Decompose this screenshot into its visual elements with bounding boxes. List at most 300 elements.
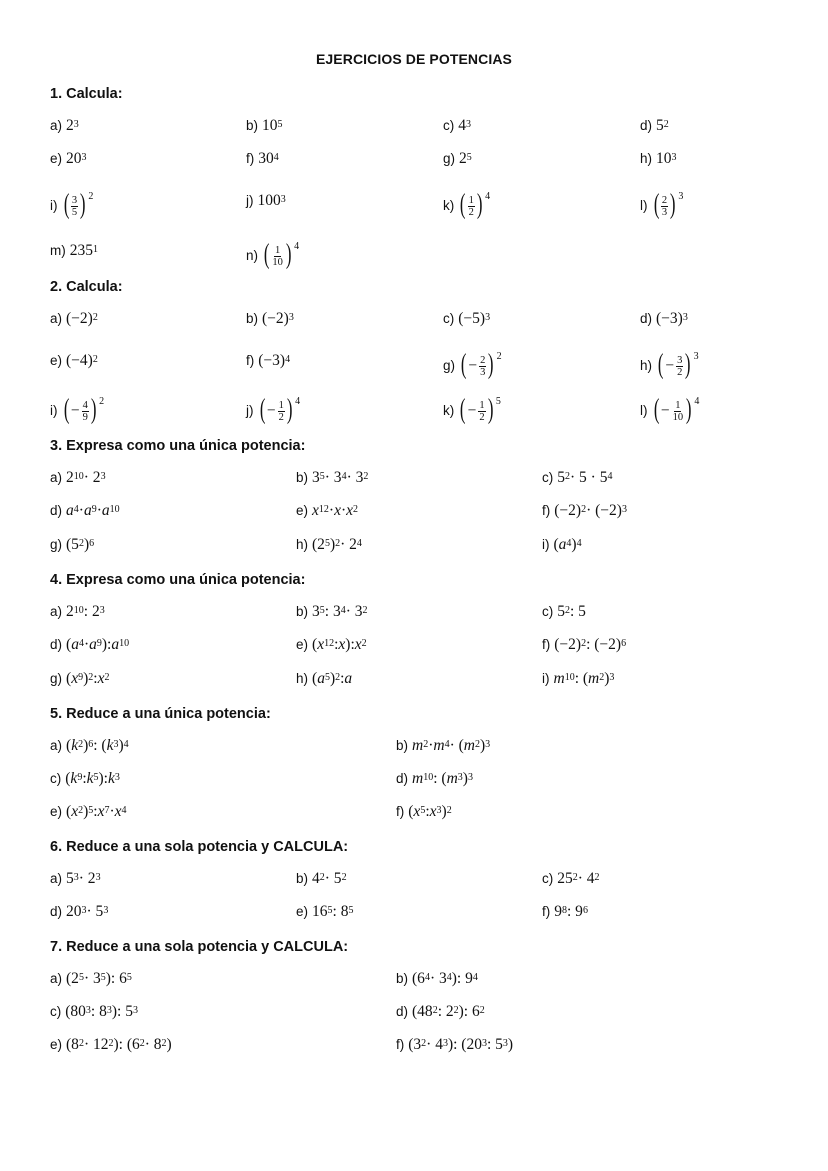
- math-expression: 2 $^{10}$ · 2 $^3$: [66, 469, 106, 486]
- exercise-item: [640, 310, 688, 328]
- minus-sign: −: [665, 357, 675, 374]
- expr-text: : 2: [83, 603, 100, 620]
- exercise-label: g): [443, 151, 456, 166]
- math-expression: (2 $^5$ · 3 $^5$ ): 6 $^5$: [66, 970, 132, 987]
- expr-variable: k: [106, 737, 114, 754]
- math-expression: (−2) $^2$ : (−2) $^6$: [554, 636, 627, 653]
- math-expression: (−3) $^4$: [258, 352, 291, 369]
- denominator: 9: [82, 411, 88, 423]
- exercise-item: [443, 117, 471, 135]
- math-expression: 10 $^5$: [262, 117, 283, 134]
- left-paren: (: [63, 394, 69, 425]
- exercise-item: [542, 502, 627, 520]
- expr-variable: x: [334, 502, 341, 519]
- math-expression: 9 $^8$ : 9 $^6$: [554, 903, 588, 920]
- expr-text: : 9: [567, 903, 583, 920]
- expr-text: 10: [656, 150, 672, 167]
- exercise-label: a): [50, 871, 63, 886]
- math-expression: ( a $^4$ · a $^9$ ): a $^{10}$: [66, 636, 130, 653]
- expr-text: : (−2): [586, 636, 622, 653]
- expr-text: :: [82, 770, 87, 787]
- expr-text: (: [408, 803, 414, 820]
- math-expression: [62, 189, 94, 220]
- exponent: 4: [294, 241, 300, 252]
- exercise-label: f): [542, 904, 551, 919]
- math-expression: ( x $^{12}$ : x ): x $^2$: [312, 636, 367, 653]
- math-expression: 4 $^2$ · 5 $^2$: [312, 870, 347, 887]
- section-heading: 1. Calcula:: [50, 86, 123, 102]
- exercise-label: a): [50, 738, 63, 753]
- exercise-label: b): [246, 311, 259, 326]
- left-paren: (: [263, 239, 270, 270]
- denominator: 2: [479, 411, 485, 423]
- expr-text: 9: [554, 903, 562, 920]
- expr-text: (−4): [66, 352, 93, 369]
- exercise-item: [396, 1036, 513, 1054]
- math-expression: 2 $^3$: [66, 117, 79, 134]
- exercise-label: i): [50, 403, 58, 418]
- exponent: 3: [693, 351, 699, 362]
- exercise-label: b): [296, 871, 309, 886]
- exercise-item: [542, 469, 612, 487]
- expr-text: ): (20: [447, 1036, 482, 1053]
- exercise-label: d): [640, 118, 653, 133]
- expr-text: (6: [412, 970, 425, 987]
- expr-text: (80: [65, 1003, 86, 1020]
- expr-variable: m: [553, 670, 565, 687]
- math-expression: 20 $^3$ · 5 $^3$: [66, 903, 109, 920]
- exercise-label: c): [443, 118, 455, 133]
- section-heading: 2. Calcula:: [50, 279, 123, 295]
- math-expression: 100 $^3$: [257, 192, 286, 209]
- expr-variable: a: [83, 502, 92, 519]
- math-expression: [258, 394, 301, 425]
- expr-variable: x: [114, 803, 122, 820]
- expr-text: 4: [312, 870, 320, 887]
- numerator: 3: [71, 194, 78, 206]
- exercise-label: a): [50, 470, 63, 485]
- expr-text: (: [66, 636, 72, 653]
- exercise-label: d): [640, 311, 653, 326]
- exercise-item: [246, 239, 300, 270]
- exercise-label: m): [50, 243, 66, 258]
- exercise-label: b): [396, 971, 409, 986]
- exercise-item: [50, 770, 120, 788]
- expr-text: ): (6: [113, 1036, 140, 1053]
- exercise-item: [50, 352, 98, 370]
- expr-text: (3: [408, 1036, 422, 1053]
- expr-variable: m: [433, 737, 445, 754]
- exercise-label: d): [396, 1004, 409, 1019]
- expr-variable: a: [66, 502, 74, 519]
- expr-text: (−5): [458, 310, 486, 327]
- exercise-label: k): [443, 198, 455, 213]
- expr-text: · 3: [324, 469, 342, 486]
- section-heading: 4. Expresa como una única potencia:: [50, 572, 306, 588]
- expr-text: : (: [93, 737, 107, 754]
- exercise-item: [443, 349, 502, 380]
- expr-text: : 3: [324, 603, 341, 620]
- expr-text: (−3): [656, 310, 683, 327]
- expr-text: (: [553, 536, 559, 553]
- expr-variable: a: [344, 670, 353, 687]
- math-expression: [459, 349, 502, 380]
- fraction: [479, 355, 486, 378]
- expr-text: ): 5: [111, 1003, 133, 1020]
- math-expression: a $^4$ · a $^9$ · a $^{10}$: [66, 502, 120, 519]
- exercise-label: c): [542, 470, 554, 485]
- expr-text: ·: [109, 803, 115, 820]
- expr-text: (−2): [554, 502, 582, 519]
- denominator: 3: [661, 206, 668, 218]
- denominator: 2: [468, 206, 474, 218]
- exercise-item: [296, 636, 367, 654]
- expr-variable: x: [97, 670, 105, 687]
- math-expression: x $^{12}$ · x · x $^2$: [312, 502, 359, 519]
- expr-text: ): [329, 670, 336, 687]
- expr-text: 10: [262, 117, 278, 134]
- exercise-item: [296, 603, 368, 621]
- math-expression: ( a $^5$ ) $^2$ : a: [312, 670, 353, 687]
- section-heading: 6. Reduce a una sola potencia y CALCULA:: [50, 839, 349, 855]
- exercise-item: [542, 536, 582, 554]
- expr-text: 5: [557, 469, 565, 486]
- exercise-label: d): [50, 904, 63, 919]
- expr-text: ): [571, 536, 577, 553]
- expr-text: : 8: [332, 903, 349, 920]
- expr-variable: x: [413, 803, 421, 820]
- expr-text: 235: [69, 242, 93, 259]
- exercise-label: a): [50, 604, 63, 619]
- expr-text: 2: [66, 603, 74, 620]
- exercise-item: [443, 189, 491, 220]
- exercise-item: [50, 1003, 138, 1021]
- exercise-item: [50, 603, 105, 621]
- expr-text: :: [93, 670, 98, 687]
- expr-variable: a: [101, 502, 110, 519]
- exercise-item: [50, 310, 98, 328]
- left-paren: (: [657, 349, 664, 380]
- math-expression: ( k $^2$ ) $^6$ : ( k $^3$ ) $^4$: [66, 737, 129, 754]
- exercise-item: [50, 117, 79, 135]
- expr-text: 5: [656, 117, 664, 134]
- math-expression: [262, 239, 300, 270]
- math-expression: [62, 394, 105, 425]
- expr-text: 3: [312, 603, 320, 620]
- left-paren: (: [460, 394, 466, 425]
- exercise-label: f): [542, 637, 551, 652]
- fraction: [478, 400, 485, 423]
- exercise-item: [396, 737, 490, 755]
- expr-text: ·: [83, 636, 90, 653]
- exercise-item: [296, 903, 353, 921]
- numerator: 1: [468, 194, 474, 206]
- expr-text: ): [83, 670, 89, 687]
- exercise-item: [246, 352, 290, 370]
- expr-text: · 5 · 5: [570, 469, 608, 486]
- expr-text: ): [507, 1036, 514, 1053]
- expr-text: · 5: [324, 870, 342, 887]
- exercise-item: [50, 469, 106, 487]
- exercise-label: c): [443, 311, 455, 326]
- expr-text: ·: [78, 502, 84, 519]
- exercise-label: d): [50, 637, 63, 652]
- math-expression: 30 $^4$: [258, 150, 279, 167]
- math-expression: (48 $^2$ : 2 $^2$ ): 6 $^2$: [412, 1003, 485, 1020]
- math-expression: ( a $^4$ ) $^4$: [553, 536, 582, 553]
- exercise-item: [443, 310, 490, 328]
- left-paren: (: [460, 189, 466, 220]
- fraction: [271, 245, 284, 268]
- right-paren: ): [669, 189, 676, 220]
- expr-text: ): [118, 737, 124, 754]
- expr-text: : 2: [437, 1003, 454, 1020]
- expr-text: 2: [66, 469, 74, 486]
- exercise-item: [246, 394, 301, 425]
- fraction: [676, 355, 683, 378]
- expr-text: · 2: [340, 536, 357, 553]
- math-expression: 5 $^3$ · 2 $^3$: [66, 870, 101, 887]
- exercise-label: c): [542, 871, 554, 886]
- expr-text: ): [462, 770, 468, 787]
- fraction: [468, 195, 475, 218]
- expr-variable: k: [70, 770, 78, 787]
- math-expression: [656, 349, 699, 380]
- exercise-item: [50, 903, 108, 921]
- exercise-label: a): [50, 118, 63, 133]
- expr-text: · 3: [345, 603, 363, 620]
- expr-text: · 2: [78, 870, 96, 887]
- expr-text: ): [329, 536, 336, 553]
- expr-text: 30: [258, 150, 274, 167]
- math-expression: (−2) $^2$ · (−2) $^3$: [554, 502, 627, 519]
- right-paren: ): [685, 349, 691, 380]
- math-expression: (8 $^2$ · 12 $^2$ ): (6 $^2$ · 8 $^2$ ): [66, 1036, 172, 1053]
- fraction: [82, 400, 89, 423]
- expr-text: · 3: [429, 970, 447, 987]
- fraction: [278, 400, 285, 423]
- exercise-label: l): [640, 198, 648, 213]
- expr-text: (48: [412, 1003, 433, 1020]
- math-expression: (−2) $^2$: [66, 310, 98, 327]
- exercise-label: h): [296, 537, 309, 552]
- exercise-label: g): [443, 358, 456, 373]
- exponent: 3: [678, 191, 684, 202]
- exponent: 5: [495, 396, 501, 407]
- expr-text: 20: [66, 150, 82, 167]
- fraction: [672, 400, 685, 423]
- math-expression: ( x $^5$ : x $^3$ ) $^2$: [408, 803, 452, 820]
- minus-sign: −: [70, 402, 80, 419]
- exercise-label: e): [50, 804, 63, 819]
- exercise-label: c): [50, 771, 62, 786]
- fraction-power: [62, 189, 94, 220]
- expr-text: (−2): [554, 636, 582, 653]
- expr-text: ·: [96, 502, 102, 519]
- exercise-label: e): [296, 637, 309, 652]
- expr-variable: m: [446, 770, 458, 787]
- math-expression: 3 $^5$ : 3 $^4$ · 3 $^2$: [312, 603, 368, 620]
- left-paren: (: [653, 189, 659, 220]
- expr-text: ·: [340, 502, 347, 519]
- expr-variable: a: [89, 636, 97, 653]
- exercise-item: [246, 192, 286, 210]
- math-expression: 5 $^2$: [656, 117, 669, 134]
- exercise-item: [50, 670, 109, 688]
- math-expression: 20 $^3$: [66, 150, 87, 167]
- exercise-label: c): [50, 1004, 62, 1019]
- exercise-label: i): [542, 671, 550, 686]
- exercise-label: f): [396, 804, 405, 819]
- expr-text: ): 9: [451, 970, 473, 987]
- numerator: 3: [677, 354, 683, 366]
- right-paren: ): [79, 189, 86, 220]
- math-expression: 5 $^2$ : 5: [557, 603, 586, 620]
- exercise-item: [542, 603, 586, 621]
- math-expression: (80 $^3$ : 8 $^3$ ): 5 $^3$: [65, 1003, 138, 1020]
- exponent: 4: [694, 396, 700, 407]
- expr-variable: x: [312, 502, 319, 519]
- expr-text: · 5: [86, 903, 104, 920]
- fraction-power: [459, 349, 502, 380]
- math-expression: 4 $^3$: [458, 117, 471, 134]
- exercise-label: d): [50, 503, 63, 518]
- expr-variable: x: [346, 502, 354, 519]
- expr-text: ):: [345, 636, 355, 653]
- expr-text: ): [166, 1036, 172, 1053]
- math-expression: ( k $^9$ : k $^5$ ): k $^3$: [65, 770, 120, 787]
- exercise-item: [50, 970, 132, 988]
- exercise-label: g): [50, 537, 63, 552]
- expr-text: 20: [66, 903, 82, 920]
- left-paren: (: [460, 349, 467, 380]
- expr-text: ):: [101, 636, 112, 653]
- math-expression: 3 $^5$ · 3 $^4$ · 3 $^2$: [312, 469, 369, 486]
- exercise-label: k): [443, 403, 455, 418]
- exercise-item: [542, 636, 626, 654]
- expr-text: 2: [459, 150, 467, 167]
- expr-text: (−2): [66, 310, 93, 327]
- expr-text: ): 6: [105, 970, 127, 987]
- exercise-label: h): [640, 151, 653, 166]
- exercise-label: l): [640, 403, 648, 418]
- expr-text: · (: [449, 737, 464, 754]
- exercise-item: [296, 469, 368, 487]
- expr-text: : (: [574, 670, 589, 687]
- expr-text: (2: [66, 970, 79, 987]
- exercise-label: h): [296, 671, 309, 686]
- expr-text: ):: [98, 770, 108, 787]
- expr-variable: a: [317, 670, 325, 687]
- exercise-label: i): [542, 537, 550, 552]
- expr-text: 100: [257, 192, 281, 209]
- exponent: 2: [88, 191, 94, 202]
- math-expression: (−2) $^3$: [262, 310, 294, 327]
- exercise-label: f): [246, 151, 255, 166]
- right-paren: ): [488, 349, 494, 380]
- expr-text: · 8: [144, 1036, 162, 1053]
- math-expression: (5 $^2$ ) $^6$: [66, 536, 95, 553]
- expr-text: · 12: [83, 1036, 109, 1053]
- expr-text: : 5: [570, 603, 586, 620]
- expr-variable: x: [354, 636, 362, 653]
- expr-variable: k: [71, 737, 79, 754]
- expr-text: :: [334, 636, 339, 653]
- expr-text: (: [312, 670, 318, 687]
- denominator: 5: [71, 206, 78, 218]
- math-expression: [652, 189, 684, 220]
- exercise-item: [246, 310, 294, 328]
- math-expression: 2 $^5$: [459, 150, 472, 167]
- numerator: 2: [661, 194, 668, 206]
- math-expression: 5 $^2$ · 5 · 5 $^4$: [557, 469, 613, 486]
- exercise-item: [443, 394, 501, 425]
- exercise-item: [50, 870, 101, 888]
- exponent: 2: [496, 351, 502, 362]
- math-expression: (−5) $^3$: [458, 310, 491, 327]
- expr-variable: x: [429, 803, 437, 820]
- math-expression: m $^2$ · m $^4$ · ( m $^2$ ) $^3$: [412, 737, 491, 754]
- expr-text: ): [83, 536, 90, 553]
- expr-text: 16: [312, 903, 328, 920]
- expr-text: (5: [66, 536, 79, 553]
- exercise-label: c): [542, 604, 554, 619]
- expr-text: · (−2): [586, 502, 622, 519]
- expr-variable: x: [97, 803, 105, 820]
- exercise-item: [50, 536, 94, 554]
- expr-text: 5: [66, 870, 74, 887]
- denominator: 3: [480, 366, 486, 378]
- exercise-label: e): [296, 503, 309, 518]
- expr-text: · 4: [426, 1036, 443, 1053]
- expr-text: : (: [433, 770, 447, 787]
- math-expression: (−4) $^2$: [66, 352, 98, 369]
- numerator: 4: [82, 399, 88, 411]
- expr-text: ·: [428, 737, 434, 754]
- expr-text: · 4: [577, 870, 595, 887]
- exercise-label: n): [246, 248, 259, 263]
- exercise-item: [50, 1036, 172, 1054]
- expr-text: · 3: [346, 469, 364, 486]
- denominator: 2: [278, 411, 284, 423]
- expr-variable: m: [412, 770, 424, 787]
- section-heading: 5. Reduce a una única potencia:: [50, 706, 271, 722]
- math-expression: [458, 394, 501, 425]
- section-heading: 3. Expresa como una única potencia:: [50, 438, 306, 454]
- expr-text: 4: [458, 117, 466, 134]
- expr-text: ): [604, 670, 610, 687]
- numerator: 1: [274, 244, 281, 256]
- math-expression: (−3) $^3$: [656, 310, 688, 327]
- exponent: 4: [485, 191, 491, 202]
- expr-text: · 3: [83, 970, 101, 987]
- expr-text: 3: [312, 469, 320, 486]
- exercise-item: [296, 536, 362, 554]
- expr-text: ): [83, 737, 89, 754]
- math-expression: [458, 189, 491, 220]
- math-expression: [652, 394, 700, 425]
- exercise-item: [640, 394, 700, 425]
- denominator: 2: [677, 366, 683, 378]
- expr-text: 2: [66, 117, 74, 134]
- expr-variable: a: [111, 636, 120, 653]
- expr-text: :: [425, 803, 430, 820]
- minus-sign: −: [468, 357, 478, 374]
- exercise-item: [50, 803, 127, 821]
- expr-text: (: [66, 670, 72, 687]
- section-heading: 7. Reduce a una sola potencia y CALCULA:: [50, 939, 349, 955]
- expr-text: :: [340, 670, 345, 687]
